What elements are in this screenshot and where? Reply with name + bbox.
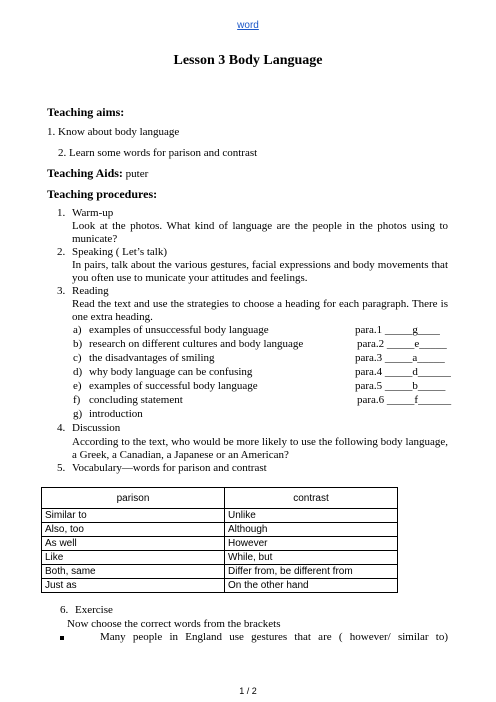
table-cell: While, but bbox=[225, 551, 398, 565]
table-row bbox=[42, 523, 398, 537]
heading-letter-g: g) bbox=[73, 408, 83, 420]
table-cell: However bbox=[225, 537, 398, 551]
aim-item-1: 1. Know about body language bbox=[47, 126, 180, 138]
table-cell: Like bbox=[42, 551, 225, 565]
step-2-number: 2. bbox=[57, 246, 66, 258]
vocabulary-table bbox=[41, 487, 398, 593]
aids-label: Teaching Aids: bbox=[47, 166, 123, 180]
table-row bbox=[42, 551, 398, 565]
step-6-title: Exercise bbox=[75, 604, 113, 616]
heading-letter-a: a) bbox=[73, 324, 82, 336]
heading-text-f: concluding statement bbox=[89, 394, 183, 406]
table-row bbox=[42, 537, 398, 551]
heading-letter-e: e) bbox=[73, 380, 82, 392]
step-4-title: Discussion bbox=[72, 422, 121, 434]
step-2-text: In pairs, talk about the various gestures, facial expressions and body movements that you often use to municate your attitudes and feelings. bbox=[72, 259, 448, 284]
step-3-title: Reading bbox=[72, 285, 109, 297]
heading-letter-b: b) bbox=[73, 338, 83, 350]
step-6-text: Now choose the correct words from the brackets bbox=[67, 618, 281, 630]
page-number: 1 / 2 bbox=[239, 686, 257, 696]
heading-text-a: examples of unsuccessful body language bbox=[89, 324, 269, 336]
table-header-row bbox=[42, 488, 398, 509]
heading-letter-f: f) bbox=[73, 394, 81, 406]
step-2-title: Speaking ( Let’s talk) bbox=[72, 246, 168, 258]
step-5-title: Vocabulary—words for parison and contrast bbox=[72, 462, 267, 474]
heading-answer-a: para.1 _____g____ bbox=[355, 324, 440, 336]
table-cell: On the other hand bbox=[225, 579, 398, 593]
step-4-text: According to the text, who would be more likely to use the following body language, a Greek, a Canadian, a Japanese or an American? bbox=[72, 436, 448, 461]
heading-answer-f: para.6 _____f______ bbox=[357, 394, 452, 406]
heading-answer-b: para.2 _____e_____ bbox=[357, 338, 447, 350]
page-title: Lesson 3 Body Language bbox=[173, 53, 323, 68]
step-3-number: 3. bbox=[57, 285, 66, 297]
column-header-parison: parison bbox=[42, 488, 225, 509]
table-cell: Differ from, be different from bbox=[225, 565, 398, 579]
heading-text-e: examples of successful body language bbox=[89, 380, 258, 392]
step-1-title: Warm-up bbox=[72, 207, 114, 219]
table-row bbox=[42, 565, 398, 579]
bullet-icon bbox=[60, 636, 64, 640]
heading-text-b: research on different cultures and body language bbox=[89, 338, 304, 350]
table-cell: Both, same bbox=[42, 565, 225, 579]
heading-text-c: the disadvantages of smiling bbox=[89, 352, 215, 364]
table-cell: Just as bbox=[42, 579, 225, 593]
aids-value: puter bbox=[125, 168, 149, 180]
table-cell: Similar to bbox=[42, 509, 225, 523]
table-cell: Also, too bbox=[42, 523, 225, 537]
table-cell: Although bbox=[225, 523, 398, 537]
table-row bbox=[42, 579, 398, 593]
exercise-bullet-text: Many people in England use gestures that are ( however/ similar to) bbox=[100, 631, 448, 643]
column-header-contrast: contrast bbox=[225, 488, 398, 509]
header-link[interactable]: word bbox=[237, 20, 259, 31]
heading-letter-c: c) bbox=[73, 352, 82, 364]
step-6-number: 6. bbox=[60, 604, 69, 616]
aim-item-2: 2. Learn some words for parison and contrast bbox=[58, 147, 258, 159]
heading-text-g: introduction bbox=[89, 408, 143, 420]
step-4-number: 4. bbox=[57, 422, 66, 434]
heading-letter-d: d) bbox=[73, 366, 83, 378]
step-3-text: Read the text and use the strategies to choose a heading for each paragraph. There is one extra heading. bbox=[72, 298, 448, 323]
table-cell: Unlike bbox=[225, 509, 398, 523]
step-1-number: 1. bbox=[57, 207, 66, 219]
procedures-heading: Teaching procedures: bbox=[47, 187, 158, 201]
heading-answer-e: para.5 _____b_____ bbox=[355, 380, 446, 392]
step-5-number: 5. bbox=[57, 462, 66, 474]
step-1-text: Look at the photos. What kind of language are the people in the photos using to municate? bbox=[72, 220, 448, 245]
heading-answer-c: para.3 _____a_____ bbox=[355, 352, 445, 364]
aims-heading: Teaching aims: bbox=[47, 105, 125, 119]
heading-answer-d: para.4 _____d______ bbox=[355, 366, 451, 378]
teaching-aids bbox=[47, 167, 148, 181]
table-row bbox=[42, 509, 398, 523]
heading-text-d: why body language can be confusing bbox=[89, 366, 253, 378]
table-cell: As well bbox=[42, 537, 225, 551]
